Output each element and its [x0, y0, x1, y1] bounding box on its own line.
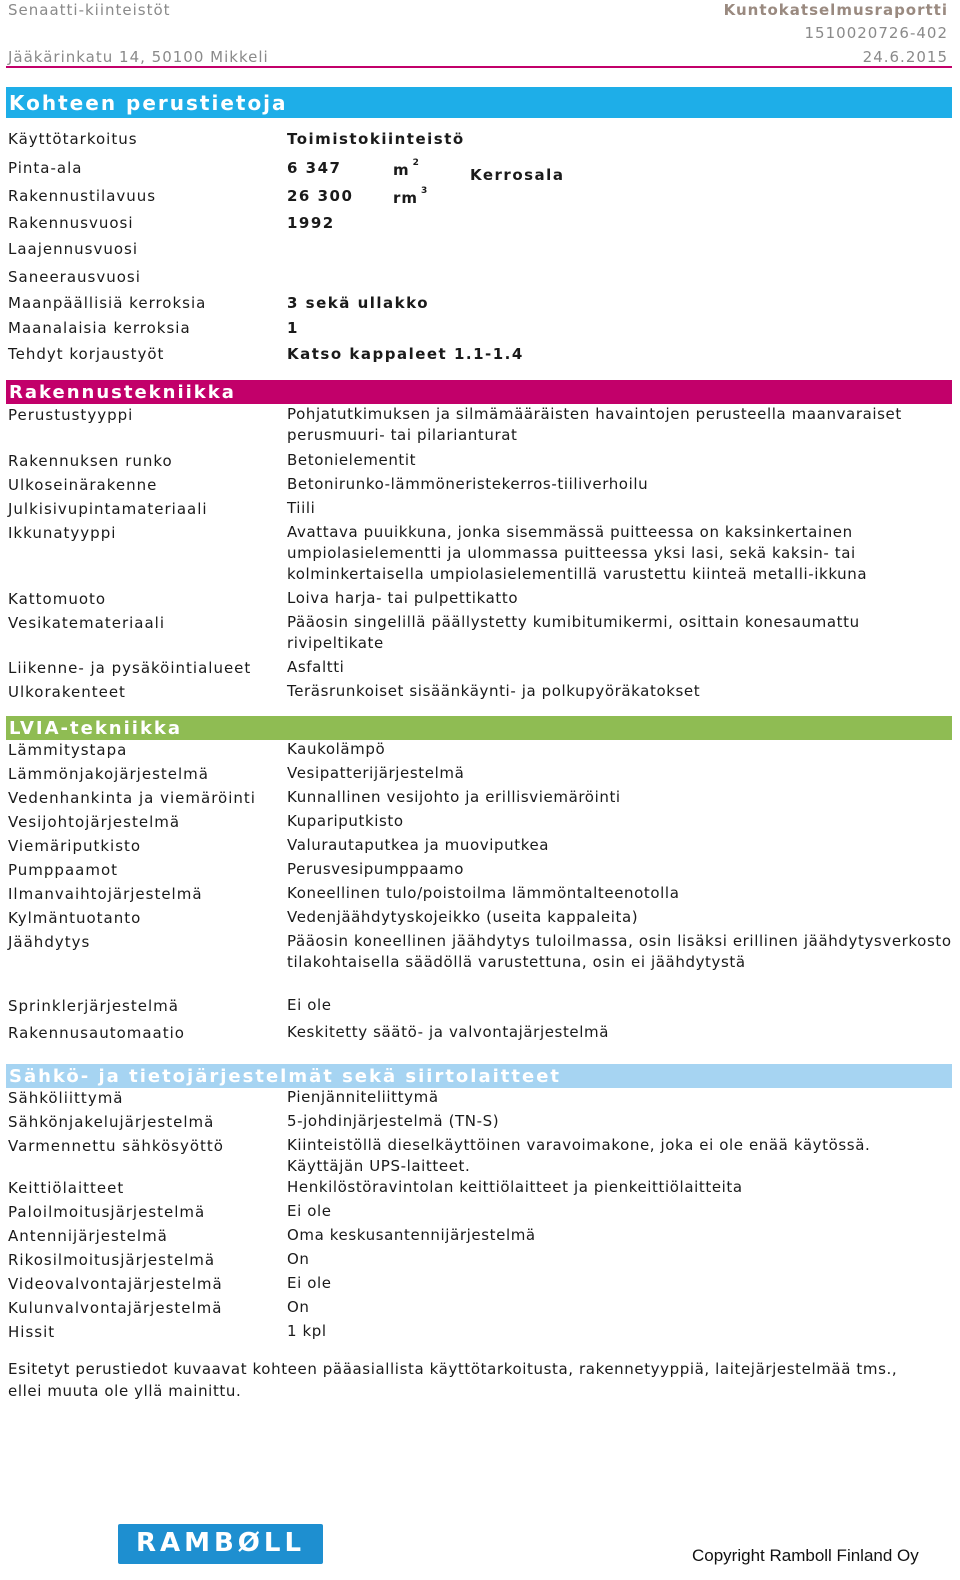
row-label: Paloilmoitusjärjestelmä	[8, 1203, 206, 1221]
row-value: Asfaltti	[287, 658, 345, 676]
row-label: Antennijärjestelmä	[8, 1227, 168, 1245]
row-value: Betonielementit	[287, 451, 417, 469]
row-value: Teräsrunkoiset sisäänkäynti- ja polkupyöräkatokset	[287, 682, 701, 700]
report-title: Kuntokatselmusraportti	[723, 1, 948, 19]
section-electrical-title: Sähkö- ja tietojärjestelmät sekä siirtolaitteet	[9, 1066, 562, 1087]
logo-text: RAMBØLL	[135, 1528, 306, 1558]
row-value: Pienjänniteliittymä	[287, 1088, 439, 1106]
row-value: 1992	[287, 214, 335, 232]
row-value: 26 300	[287, 187, 354, 205]
row-value: Toimistokiinteistö	[287, 130, 465, 148]
row-label: Rakennuksen runko	[8, 452, 173, 470]
area-type-note: Kerrosala	[470, 166, 565, 184]
row-label: Käyttötarkoitus	[8, 130, 138, 148]
section-hvac-title: LVIA-tekniikka	[9, 718, 183, 739]
row-value: 3 sekä ullakko	[287, 294, 430, 312]
row-label: Kylmäntuotanto	[8, 909, 142, 927]
row-value: Katso kappaleet 1.1-1.4	[287, 345, 524, 363]
row-label: Tehdyt korjaustyöt	[8, 345, 165, 363]
row-value: Keskitetty säätö- ja valvontajärjestelmä	[287, 1023, 610, 1041]
row-label: Vesikatemateriaali	[8, 614, 165, 632]
unit-label: rm $^3$	[393, 186, 429, 207]
row-value: Koneellinen tulo/poistoilma lämmöntalteenotolla	[287, 884, 680, 902]
footer-note: Esitetyt perustiedot kuvaavat kohteen pääasiallista käyttötarkoitusta, rakennetyyppiä, laitejärjestelmää tms., ellei muuta ole yllä mainittu.	[8, 1360, 898, 1400]
section-electrical-header	[6, 1064, 952, 1088]
row-value: Ei ole	[287, 1202, 332, 1220]
row-value: Avattava puuikkuna, jonka sisemmässä puitteessa on kaksinkertainen umpiolasielementti ja ulommassa puitteessa yksi lasi, sekä kaksin- tai kolminkertaisella umpiolasielementillä varustettu kiinteä metalli-ikkuna	[287, 523, 868, 583]
row-value: Valurautaputkea ja muoviputkea	[287, 836, 550, 854]
row-value: Pääosin koneellinen jäähdytys tuloilmassa, osin lisäksi erillinen jäähdytysverkosto tilakohtaisella säädöllä varustettuna, osin ei jäähdytystä	[287, 932, 952, 971]
row-value: On	[287, 1250, 310, 1268]
company-name: Senaatti-kiinteistöt	[8, 1, 171, 19]
row-label: Kattomuoto	[8, 590, 107, 608]
copyright: Copyright Ramboll Finland Oy	[692, 1546, 919, 1565]
row-label: Sähkönjakelujärjestelmä	[8, 1113, 215, 1131]
row-value: Kunnallinen vesijohto ja erillisviemäröinti	[287, 788, 621, 806]
row-label: Rikosilmoitusjärjestelmä	[8, 1251, 216, 1269]
row-label: Viemäriputkisto	[8, 837, 142, 855]
row-value: Pääosin singelillä päällystetty kumibitumikermi, osittain konesaumattu rivipeltikate	[287, 613, 860, 652]
row-label: Ikkunatyyppi	[8, 524, 117, 542]
header-divider	[6, 66, 952, 68]
row-value: Henkilöstöravintolan keittiölaitteet ja pienkeittiölaitteita	[287, 1178, 743, 1196]
unit-label: m $^2$	[393, 158, 420, 179]
row-label: Ulkoseinärakenne	[8, 476, 158, 494]
row-value: Pohjatutkimuksen ja silmämääräisten havaintojen perusteella maanvaraiset perusmuuri- tai pilarianturat	[287, 405, 902, 444]
row-label: Jäähdytys	[8, 933, 91, 951]
row-label: Lämmönjakojärjestelmä	[8, 765, 209, 783]
row-value: Kiinteistöllä dieselkäyttöinen varavoimakone, joka ei ole enää käytössä. Käyttäjän UPS-laitteet.	[287, 1136, 871, 1175]
address: Jääkärinkatu 14, 50100 Mikkeli	[8, 48, 269, 66]
row-value: 6 347	[287, 159, 342, 177]
row-label: Liikenne- ja pysäköintialueet	[8, 659, 252, 677]
row-value: On	[287, 1298, 310, 1316]
row-value: Vedenjäähdytyskojeikko (useita kappaleita)	[287, 908, 639, 926]
row-label: Vesijohtojärjestelmä	[8, 813, 181, 831]
row-label: Rakennustilavuus	[8, 187, 157, 205]
row-value: Perusvesipumppaamo	[287, 860, 464, 878]
row-label: Sähköliittymä	[8, 1089, 124, 1107]
row-label: Kulunvalvontajärjestelmä	[8, 1299, 223, 1317]
row-value: Kupariputkisto	[287, 812, 404, 830]
row-label: Saneerausvuosi	[8, 268, 141, 286]
row-label: Julkisivupintamateriaali	[8, 500, 208, 518]
row-value: 1	[287, 319, 299, 337]
row-label: Pinta-ala	[8, 159, 83, 177]
section-construction-header	[6, 380, 952, 404]
row-label: Laajennusvuosi	[8, 240, 139, 258]
row-label: Videovalvontajärjestelmä	[8, 1275, 223, 1293]
ramboll-logo	[118, 1524, 323, 1564]
row-label: Maanpäällisiä kerroksia	[8, 294, 207, 312]
row-label: Perustustyyppi	[8, 406, 134, 424]
row-label: Rakennusvuosi	[8, 214, 134, 232]
row-label: Ilmanvaihtojärjestelmä	[8, 885, 203, 903]
section-basic-title: Kohteen perustietoja	[9, 91, 288, 115]
report-date: 24.6.2015	[862, 48, 948, 66]
report-number: 1510020726-402	[804, 24, 948, 42]
row-label: Varmennettu sähkösyöttö	[8, 1137, 224, 1155]
row-value: Oma keskusantennijärjestelmä	[287, 1226, 536, 1244]
row-label: Keittiölaitteet	[8, 1179, 125, 1197]
row-value: Vesipatterijärjestelmä	[287, 764, 465, 782]
row-label: Maanalaisia kerroksia	[8, 319, 191, 337]
row-value: Ei ole	[287, 1274, 332, 1292]
row-value: Kaukolämpö	[287, 740, 386, 758]
row-label: Rakennusautomaatio	[8, 1024, 185, 1042]
section-construction-title: Rakennustekniikka	[9, 382, 236, 403]
row-label: Hissit	[8, 1323, 56, 1341]
row-value: Betonirunko-lämmöneristekerros-tiiliverhoilu	[287, 475, 649, 493]
row-value: Loiva harja- tai pulpettikatto	[287, 589, 519, 607]
row-label: Pumppaamot	[8, 861, 118, 879]
row-value: 5-johdinjärjestelmä (TN-S)	[287, 1112, 500, 1130]
section-basic-header	[6, 87, 952, 118]
row-value: Ei ole	[287, 996, 332, 1014]
row-label: Vedenhankinta ja viemäröinti	[8, 789, 256, 807]
row-label: Sprinklerjärjestelmä	[8, 997, 179, 1015]
row-value: Tiili	[287, 499, 316, 517]
row-label: Ulkorakenteet	[8, 683, 126, 701]
section-hvac-header	[6, 716, 952, 740]
row-label: Lämmitystapa	[8, 741, 128, 759]
row-value: 1 kpl	[287, 1322, 327, 1340]
